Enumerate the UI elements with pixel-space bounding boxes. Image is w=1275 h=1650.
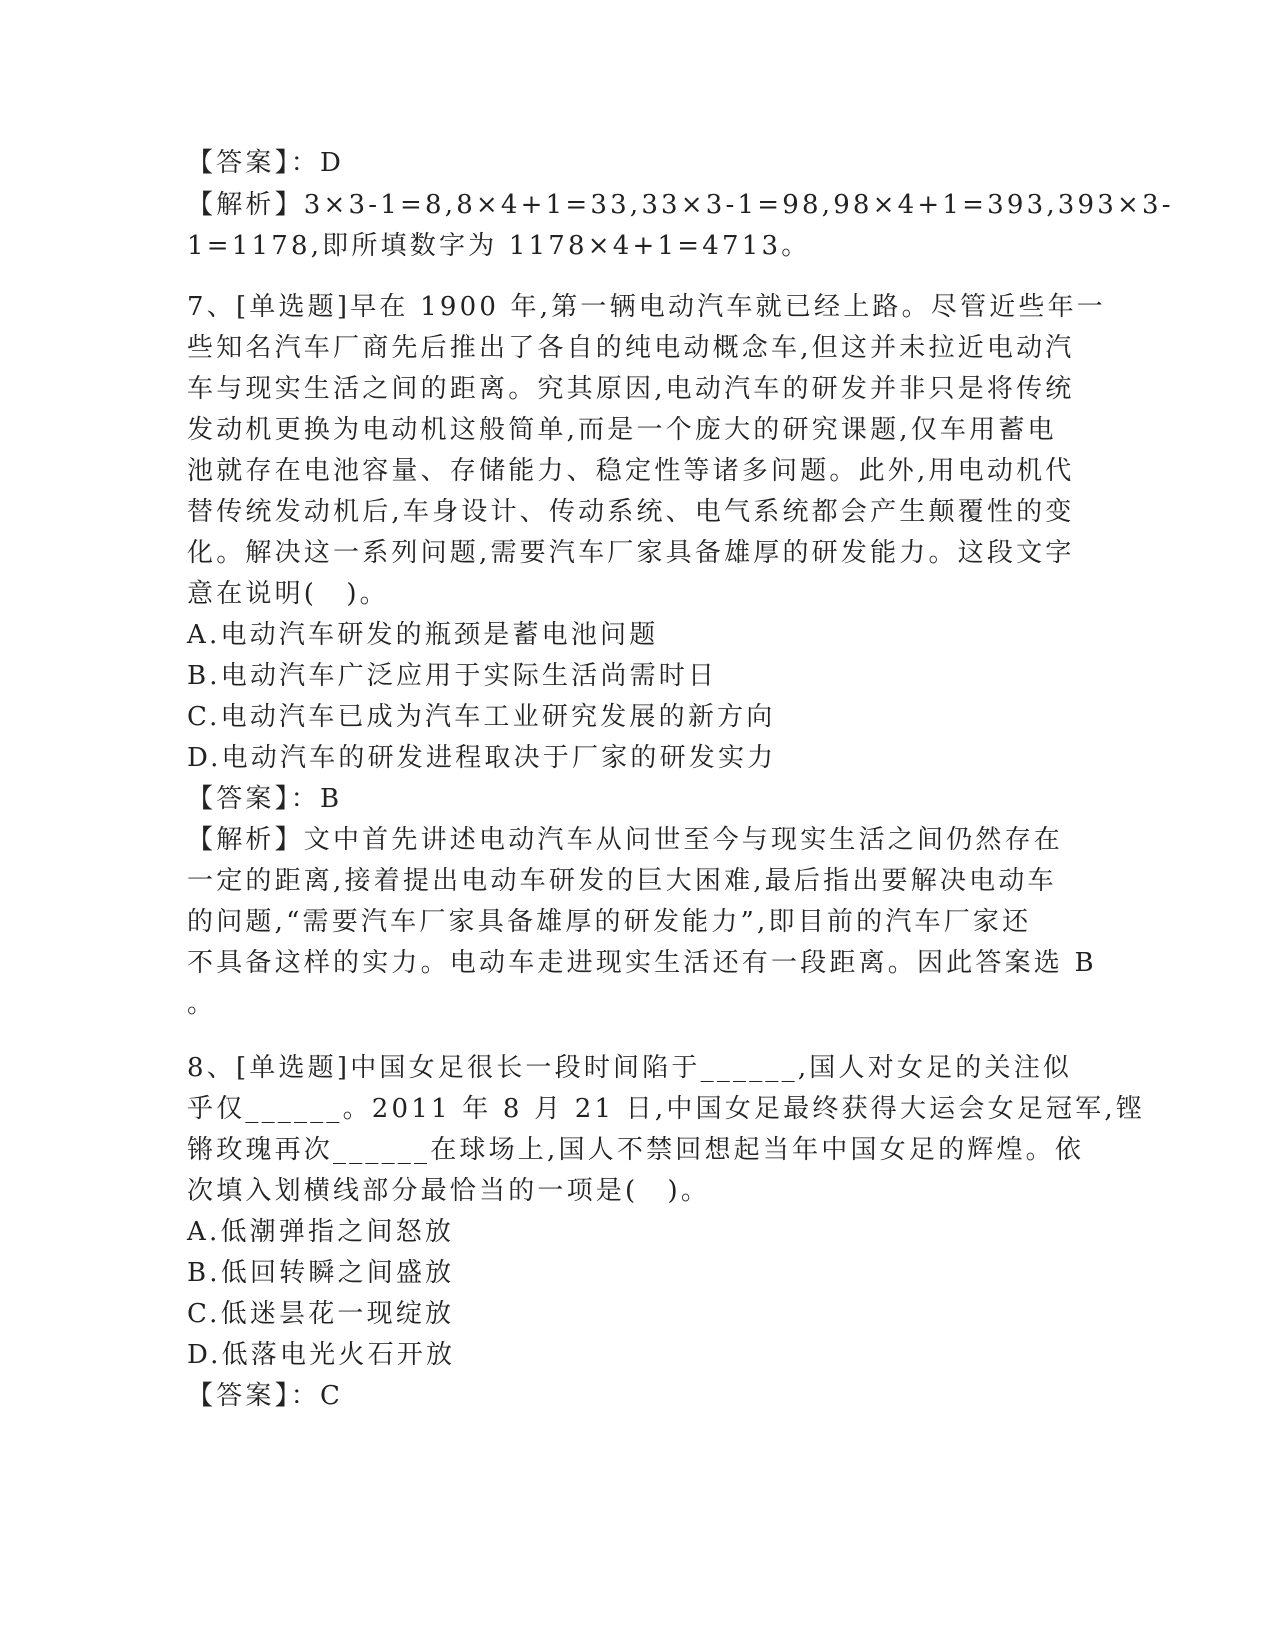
option-b: B.低回转瞬之间盛放 bbox=[187, 1258, 455, 1288]
answer-line: 【答案】：B bbox=[187, 784, 343, 814]
option-a: A.低潮弹指之间怒放 bbox=[187, 1217, 455, 1247]
question-7-line: 发动机更换为电动机这般简单,而是一个庞大的研究课题,仅车用蓄电 bbox=[187, 415, 1057, 445]
option-b: B.电动汽车广泛应用于实际生活尚需时日 bbox=[187, 661, 718, 691]
question-7-line: 车与现实生活之间的距离。究其原因,电动汽车的研发并非只是将传统 bbox=[187, 374, 1075, 404]
question-7-line: 7、[单选题]早在 1900 年,第一辆电动汽车就已经上路。尽管近些年一 bbox=[187, 292, 1106, 322]
question-7-line: 替传统发动机后,车身设计、传动系统、电气系统都会产生颠覆性的变 bbox=[187, 497, 1075, 527]
option-c: C.电动汽车已成为汽车工业研究发展的新方向 bbox=[187, 702, 776, 732]
option-a: A.电动汽车研发的瓶颈是蓄电池问题 bbox=[187, 620, 659, 650]
analysis-line: 1=1178,即所填数字为 1178×4+1=4713。 bbox=[187, 231, 811, 261]
option-d: D.电动汽车的研发进程取决于厂家的研发实力 bbox=[187, 743, 777, 773]
option-d: D.低落电光火石开放 bbox=[187, 1340, 456, 1370]
question-7-line: 些知名汽车厂商先后推出了各自的纯电动概念车,但这并未拉近电动汽 bbox=[187, 333, 1075, 363]
analysis-line: 一定的距离,接着提出电动车研发的巨大困难,最后指出要解决电动车 bbox=[187, 866, 1057, 896]
analysis-line: 不具备这样的实力。电动车走进现实生活还有一段距离。因此答案选 B bbox=[187, 948, 1097, 978]
analysis-line: 的问题,“需要汽车厂家具备雄厚的研发能力”,即目前的汽车厂家还 bbox=[187, 907, 1032, 937]
question-7-line: 池就存在电池容量、存储能力、稳定性等诸多问题。此外,用电动机代 bbox=[187, 456, 1075, 486]
question-7-line: 化。解决这一系列问题,需要汽车厂家具备雄厚的研发能力。这段文字 bbox=[187, 538, 1075, 568]
question-8-line: 乎仅______。2011 年 8 月 21 日,中国女足最终获得大运会女足冠军,铿 bbox=[187, 1094, 1146, 1124]
analysis-line: 【解析】文中首先讲述电动汽车从问世至今与现实生活之间仍然存在 bbox=[187, 825, 1064, 855]
question-8-line: 次填入划横线部分最恰当的一项是( )。 bbox=[187, 1176, 711, 1206]
question-8-line: 锵玫瑰再次______在球场上,国人不禁回想起当年中国女足的辉煌。依 bbox=[187, 1135, 1085, 1165]
question-8-line: 8、[单选题]中国女足很长一段时间陷于______,国人对女足的关注似 bbox=[187, 1053, 1073, 1083]
question-7-line: 意在说明( )。 bbox=[187, 579, 389, 609]
answer-line: 【答案】：D bbox=[187, 148, 345, 178]
analysis-line: 【解析】3×3-1=8,8×4+1=33,33×3-1=98,98×4+1=393,393×3- bbox=[187, 190, 1174, 220]
analysis-line: 。 bbox=[187, 989, 217, 1019]
option-c: C.低迷昙花一现绽放 bbox=[187, 1299, 455, 1329]
answer-line: 【答案】：C bbox=[187, 1381, 344, 1411]
